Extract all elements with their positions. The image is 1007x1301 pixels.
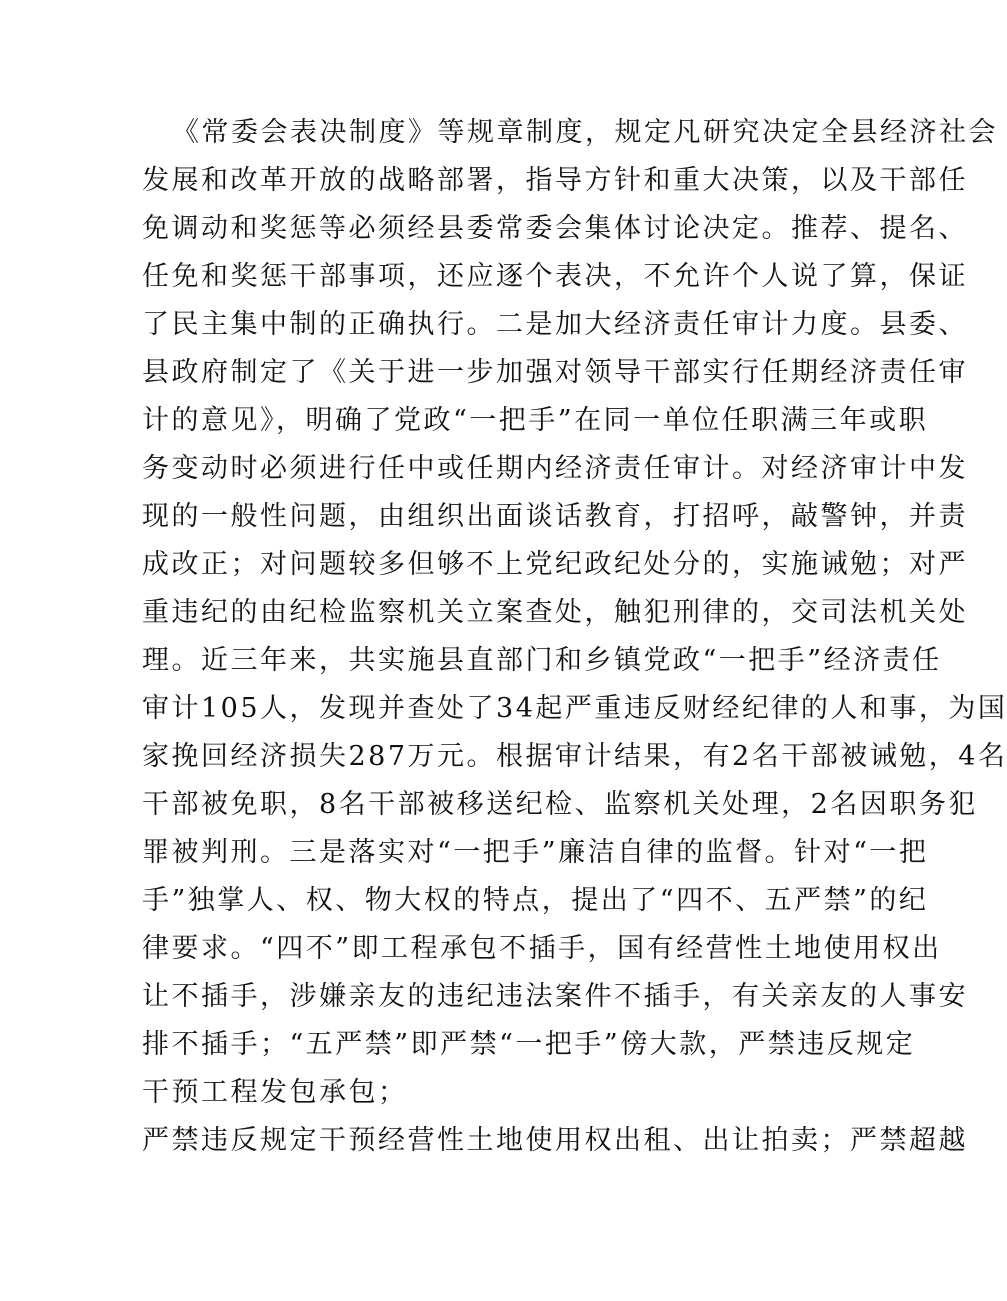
- text-line-21: 干预工程发包承包；: [142, 1077, 408, 1108]
- text-line-9: 现的一般性问题，由组织出面谈话教育，打招呼，敲警钟，并责: [142, 501, 968, 532]
- text-line-12: 理。近三年来，共实施县直部门和乡镇党政“一把手”经济责任: [142, 645, 942, 676]
- text-line-10: 成改正；对问题较多但够不上党纪政纪处分的，实施诫勉；对严: [142, 549, 968, 580]
- text-line-15: 干部被免职，8名干部被移送纪检、监察机关处理，2名因职务犯: [142, 789, 978, 820]
- text-line-6: 县政府制定了《关于进一步加强对领导干部实行任期经济责任审: [142, 357, 968, 388]
- text-line-2: 发展和改革开放的战略部署，指导方针和重大决策，以及干部任: [142, 165, 968, 196]
- text-line-7: 计的意见》，明确了党政“一把手”在同一单位任职满三年或职: [142, 405, 929, 436]
- text-line-18: 律要求。“四不”即工程承包不插手，国有经营性土地使用权出: [142, 933, 942, 964]
- text-line-13: 审计105人，发现并查处了34起严重违反财经纪律的人和事，为国: [142, 693, 1007, 724]
- text-line-16: 罪被判刑。三是落实对“一把手”廉洁自律的监督。针对“一把: [142, 837, 929, 868]
- text-line-5: 了民主集中制的正确执行。二是加大经济责任审计力度。县委、: [142, 309, 968, 340]
- text-line-20: 排不插手；“五严禁”即严禁“一把手”傍大款，严禁违反规定: [142, 1029, 916, 1060]
- text-line-1: 《常委会表决制度》等规章制度，规定凡研究决定全县经济社会: [172, 117, 998, 148]
- text-line-8: 务变动时必须进行任中或任期内经济责任审计。对经济审计中发: [142, 453, 968, 484]
- paragraph-2-line-1: 严禁违反规定干预经营性土地使用权出租、出让拍卖；严禁超越: [142, 1125, 968, 1156]
- text-line-17: 手”独掌人、权、物大权的特点，提出了“四不、五严禁”的纪: [142, 885, 929, 916]
- text-line-4: 任免和奖惩干部事项，还应逐个表决，不允许个人说了算，保证: [142, 261, 968, 292]
- text-line-14: 家挽回经济损失287万元。根据审计结果，有2名干部被诫勉，4名: [142, 741, 1007, 772]
- text-line-11: 重违纪的由纪检监察机关立案查处，触犯刑律的，交司法机关处: [142, 597, 968, 628]
- text-line-3: 免调动和奖惩等必须经县委常委会集体讨论决定。推荐、提名、: [142, 213, 968, 244]
- text-line-19: 让不插手，涉嫌亲友的违纪违法案件不插手，有关亲友的人事安: [142, 981, 968, 1012]
